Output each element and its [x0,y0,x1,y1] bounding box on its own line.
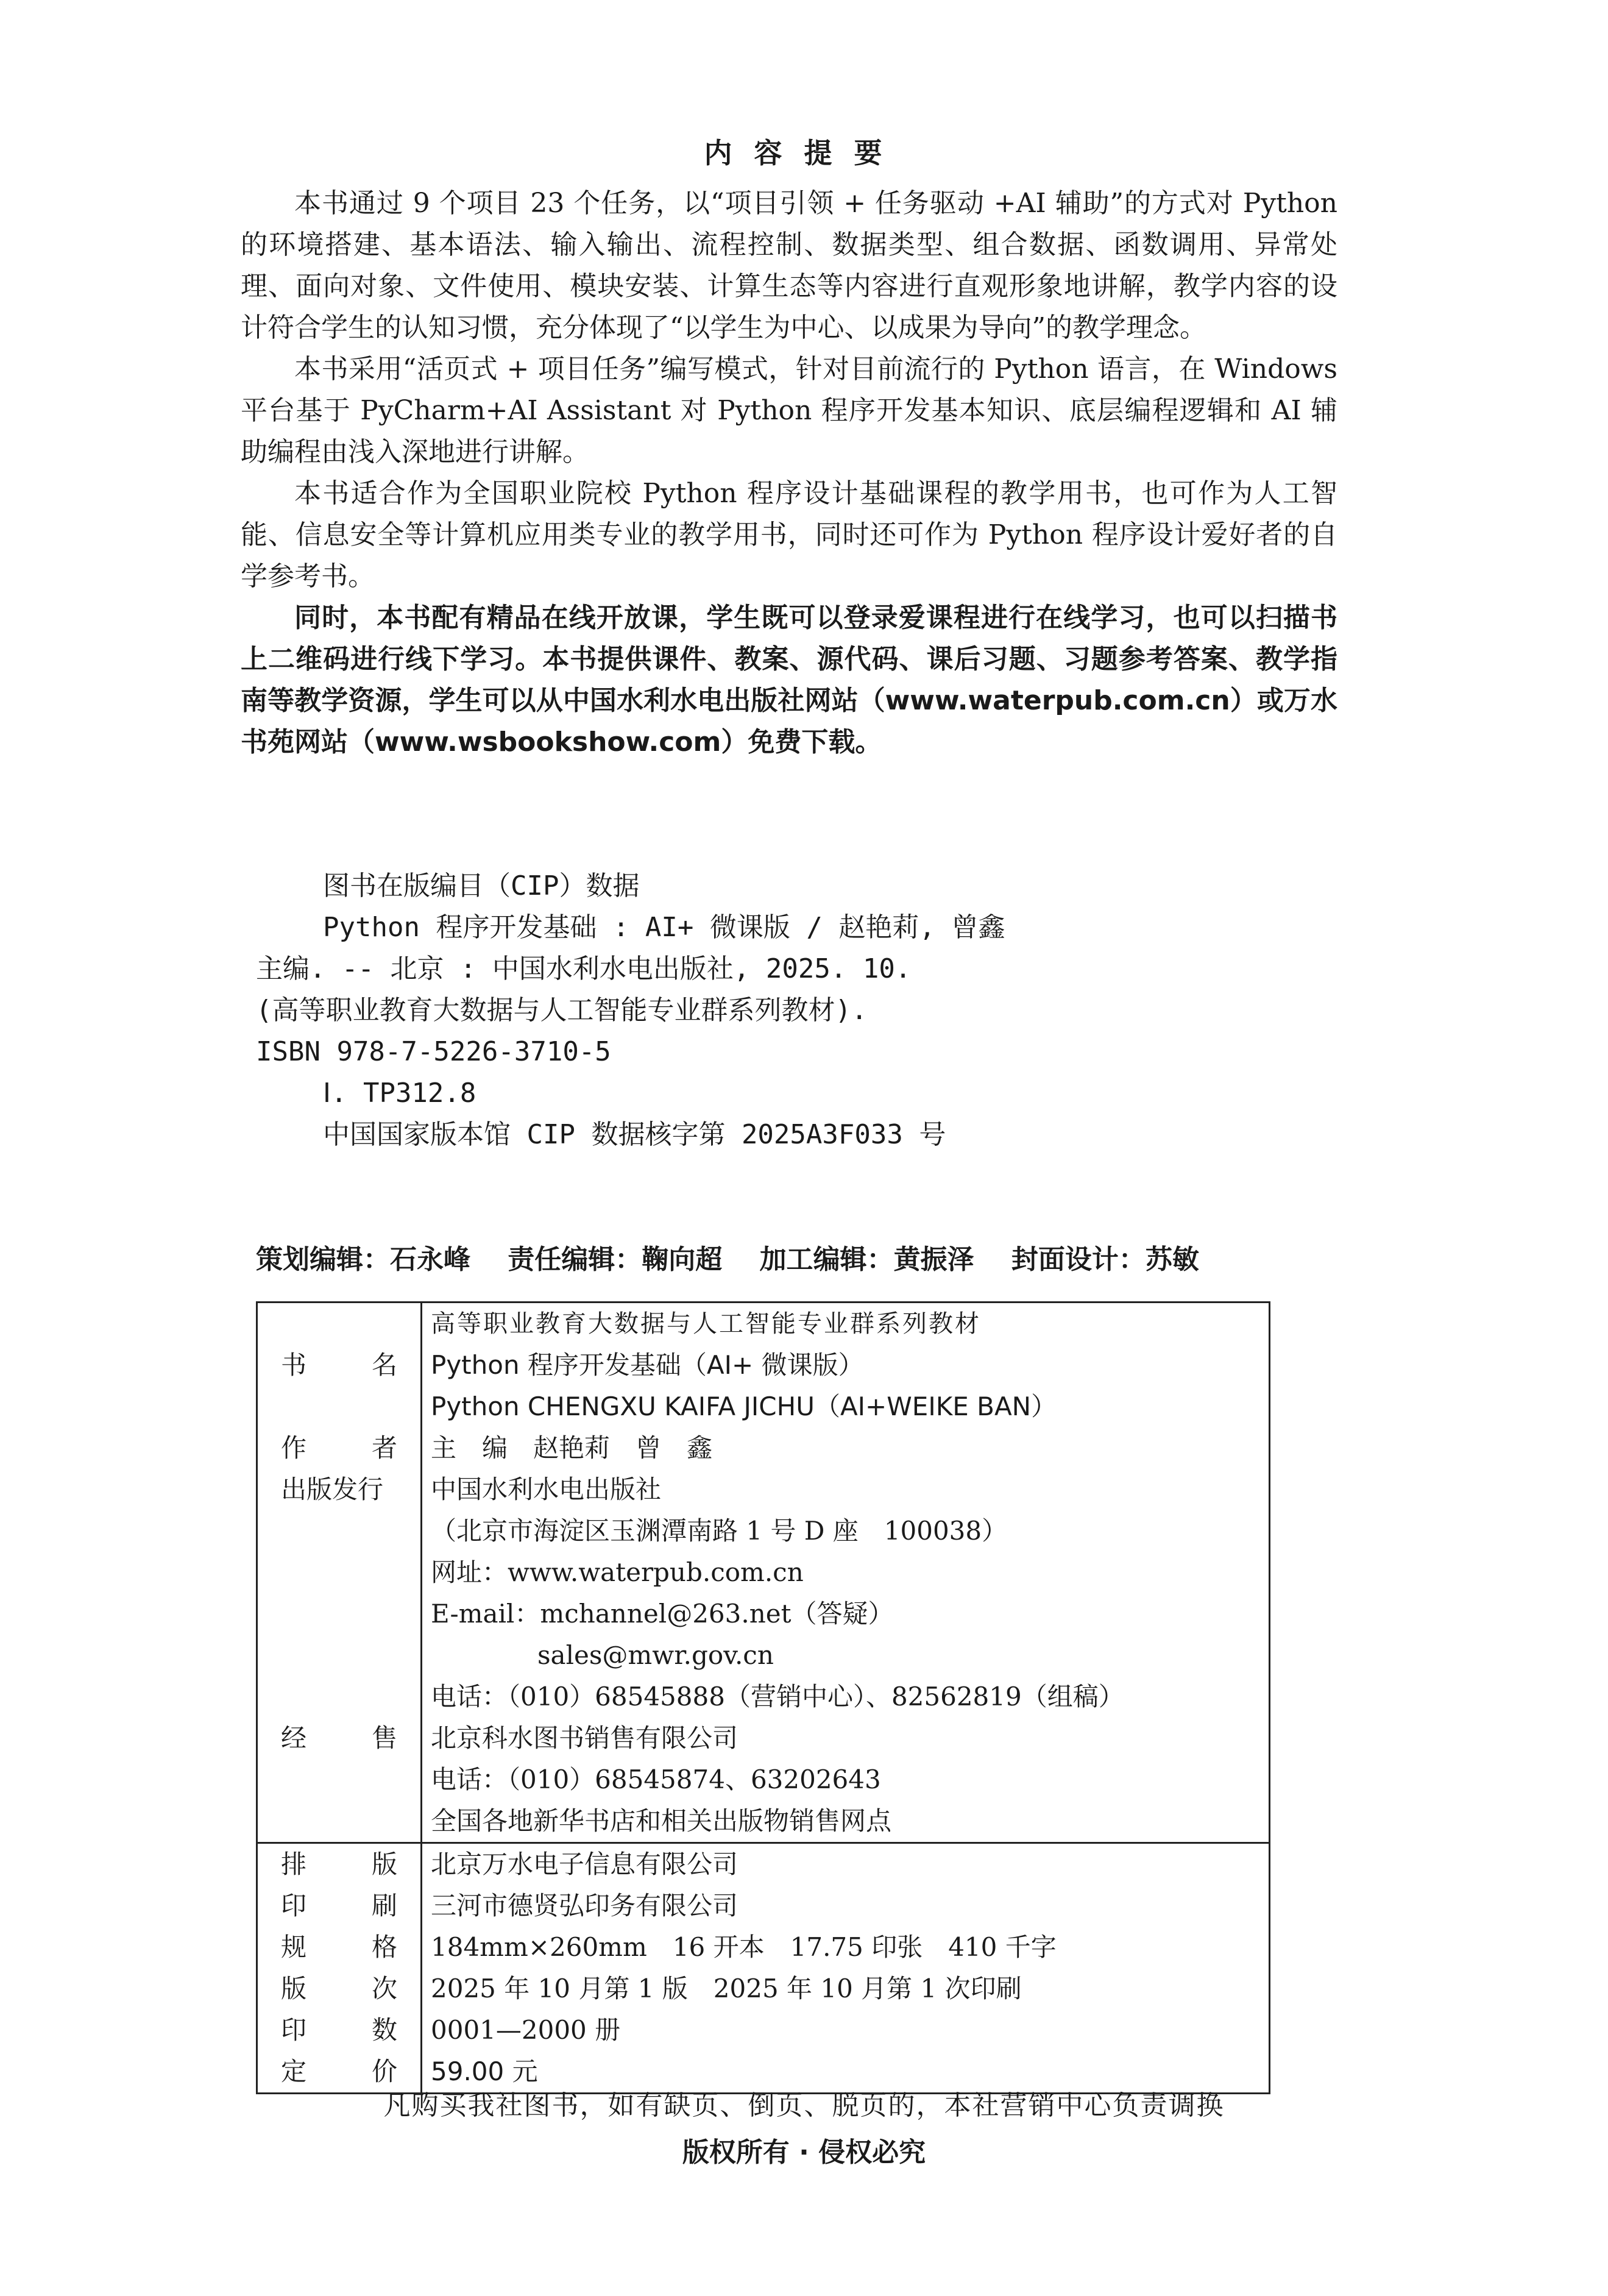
price-label: 定 价 [281,2056,397,2086]
distributor-phone: 电话：（010）68545874、63202643 [431,1765,881,1794]
cip-publisher-line: 主编. -- 北京 : 中国水利水电出版社, 2025. 10. [256,953,912,984]
print-run: 0001—2000 册 [431,2015,621,2045]
responsible-editor-label: 责任编辑： [508,1244,642,1275]
edition: 2025 年 10 月第 1 版 2025 年 10 月第 1 次印刷 [431,1974,1022,2003]
book-title-cn: Python 程序开发基础（AI+ 微课版） [431,1350,864,1380]
label-column [258,1303,422,1842]
edition-label: 版 次 [281,1974,397,2003]
cover-designer: 苏敏 [1145,1244,1199,1275]
planning-editor: 石永峰 [390,1244,470,1275]
cip-series-line: (高等职业教育大数据与人工智能专业群系列教材). [256,995,868,1026]
distributor-label: 经 售 [281,1723,397,1753]
typeset-label: 排 版 [281,1849,397,1879]
processing-editor: 黄振泽 [893,1244,974,1275]
editors-line [256,1237,1353,1276]
distributor-outlets: 全国各地新华书店和相关出版物销售网点 [431,1806,892,1836]
copies-label: 印 数 [281,2015,397,2045]
publisher-label: 出版发行 [281,1474,384,1504]
typesetter: 北京万水电子信息有限公司 [431,1849,738,1879]
publisher-phone: 电话：（010）68545888（营销中心）、82562819（组稿） [431,1682,1124,1711]
authors: 主 编 赵艳莉 曾 鑫 [431,1433,713,1463]
series-name: 高等职业教育大数据与人工智能专业群系列教材 [431,1310,981,1338]
summary-paragraph: 本书通过 9 个项目 23 个任务，以“项目引领 + 任务驱动 +AI 辅助”的方式对 Python 的环境搭建、基本语法、输入输出、流程控制、数据类型、组合数据、函数调用、异常处理、面向对象、文件使用、模块安装、计算生态等内容进行直观形象地讲解，教学内容的设计符合学生的认知习惯，充分体现了“以学生为中心、以成果为导向”的教学理念。 [241,188,1337,343]
publisher-email-sales: sales@mwr.gov.cn [537,1640,774,1670]
printer: 三河市德贤弘印务有限公司 [431,1891,738,1921]
summary-section [241,183,1337,763]
summary-paragraph: 本书适合作为全国职业院校 Python 程序设计基础课程的教学用书，也可作为人工智能、信息安全等计算机应用类专业的教学用书，同时还可作为 Python 程序设计爱好者的自学参考书。 [241,478,1337,592]
summary-title: 内容提要 [704,137,904,169]
cip-data-block [256,865,1353,1156]
author-label: 作 者 [281,1433,397,1463]
publisher-email: E-mail：mchannel@263.net（答疑） [431,1599,894,1629]
cip-isbn-line: ISBN 978-7-5226-3710-5 [256,1036,611,1067]
book-title-pinyin: Python CHENGXU KAIFA JICHU（AI+WEIKE BAN） [431,1391,1057,1421]
publication-info-table [256,1301,1270,2094]
replacement-notice: 凡购买我社图书，如有缺页、倒页、脱页的，本社营销中心负责调换 [383,2090,1225,2121]
print-label: 印 刷 [281,1891,397,1921]
publisher-website: 网址：www.waterpub.com.cn [431,1557,804,1587]
cover-designer-label: 封面设计： [1011,1244,1146,1275]
copyright-notice: 版权所有 · 侵权必究 [682,2137,926,2168]
label-column [258,1844,422,2092]
book-name-label: 书 名 [281,1350,397,1380]
planning-editor-label: 策划编辑： [256,1244,390,1275]
distributor: 北京科水图书销售有限公司 [431,1723,738,1753]
summary-paragraph-resources: 同时，本书配有精品在线开放课，学生既可以登录爱课程进行在线学习，也可以扫描书上二维码进行线下学习。本书提供课件、教案、源代码、课后习题、习题参考答案、教学指南等教学资源，学生可以从中国水利水电出版社网站（www.waterpub.com.cn）或万水书苑网站（www.wsbookshow.com）免费下载。 [241,602,1337,758]
cip-record-number: 中国国家版本馆 CIP 数据核字第 2025A3F033 号 [323,1119,946,1150]
summary-paragraph: 本书采用“活页式 + 项目任务”编写模式，针对目前流行的 Python 语言，在 Windows 平台基于 PyCharm+AI Assistant 对 Python 程序开发基本知识、底层编程逻辑和 AI 辅助编程由浅入深地进行讲解。 [241,354,1337,467]
cip-title-line: Python 程序开发基础 : AI+ 微课版 / 赵艳莉, 曾鑫 [323,912,1005,943]
book-spec: 184mm×260mm 16 开本 17.75 印张 410 千字 [431,1932,1057,1962]
publisher-address: （北京市海淀区玉渊潭南路 1 号 D 座 100038） [431,1516,1008,1546]
responsible-editor: 鞠向超 [642,1244,723,1275]
price: 59.00 元 [431,2056,538,2086]
spec-label: 规 格 [281,1932,397,1962]
publication-info-block [258,1303,1269,1842]
cip-heading: 图书在版编目（CIP）数据 [323,870,640,901]
publisher: 中国水利水电出版社 [431,1474,662,1504]
production-info-block [258,1842,1269,2092]
processing-editor-label: 加工编辑： [759,1244,894,1275]
cip-classification-line: Ⅰ. TP312.8 [323,1078,476,1109]
value-column [422,1303,1269,1842]
value-column [422,1844,1269,2092]
